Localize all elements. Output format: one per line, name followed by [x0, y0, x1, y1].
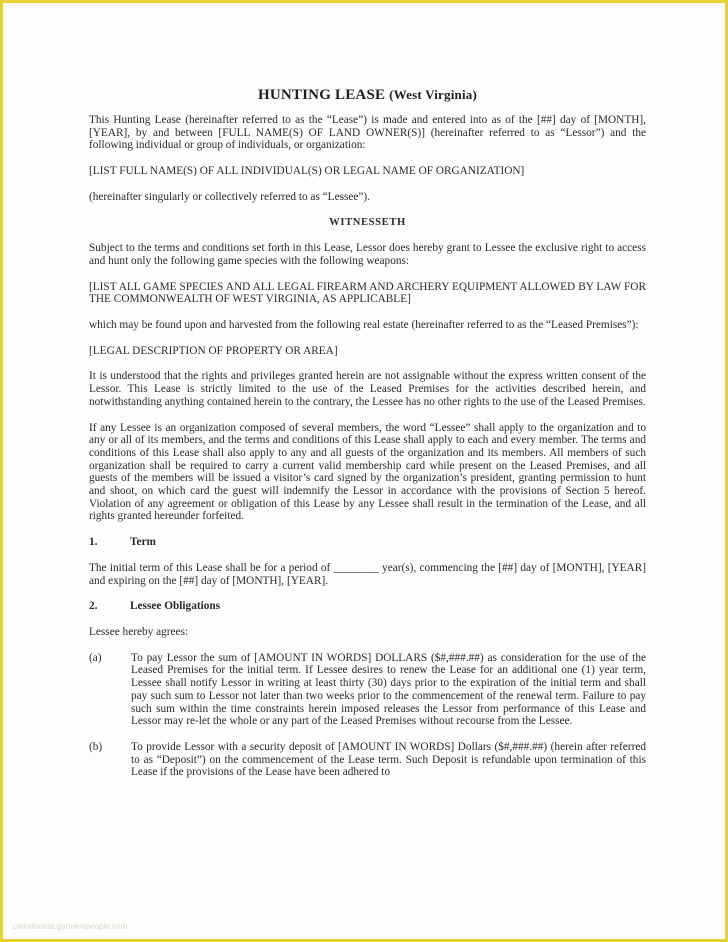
- section-2-heading: [89, 600, 646, 613]
- organization-paragraph: If any Lessee is an organization composed of several members, the word “Lessee” shall apply to the organization and to any or all of its members, and the terms and conditions of this Lease shall apply to each and every member. The terms and conditions of this Lease shall also apply to any and all guests of the organization and its members. All members of such organization shall be required to carry a current valid membership card while present on the Leased Premises, and all guests of the members will be issued a visitor’s card signed by the organization’s president, granting permission to hunt and shoot, on which card the guest will indemnify the Lessor in accordance with the provisions of Section 5 hereof. Violation of any agreement or obligation of this Lease by any Lessee shall result in the termination of the Lease, and all rights granted hereunder forfeited.: [89, 421, 646, 523]
- section-1-heading: [89, 536, 646, 549]
- intro-paragraph: This Hunting Lease (hereinafter referred to as the “Lease”) is made and entered into as of the [##] day of [MONTH], [YEAR], by and between [FULL NAME(S) OF LAND OWNER(S)] (hereinafter referred to as “Lessor”) and the following individual or group of individuals, or organization:: [89, 114, 646, 152]
- section-number: 2.: [89, 600, 98, 613]
- grant-paragraph: Subject to the terms and conditions set forth in this Lease, Lessor does hereby grant to Lessee the exclusive right to access and hunt only the following game species with the following weapons:: [89, 242, 646, 267]
- title-main: HUNTING LEASE: [257, 87, 386, 103]
- document-body: [89, 86, 646, 792]
- list-item-b: [89, 741, 646, 779]
- item-text: To provide Lessor with a security deposit of [AMOUNT IN WORDS] Dollars ($#,###.##) (herein after referred to as “Deposit”) on the commencement of the Lease term. Such Deposit is refundable upon termination of this Lease if the provisions of the Lease have been adhered to: [131, 740, 646, 779]
- section-title: Lessee Obligations: [130, 600, 221, 613]
- real-estate-paragraph: which may be found upon and harvested from the following real estate (hereinafter referred to as the “Leased Premises”):: [89, 319, 639, 332]
- document-title: [89, 86, 646, 104]
- legal-description-placeholder: [LEGAL DESCRIPTION OF PROPERTY OR AREA]: [89, 344, 338, 357]
- list-item-a: [89, 652, 646, 728]
- item-label: (b): [89, 740, 103, 753]
- section-title: Term: [130, 536, 156, 549]
- lessee-placeholder: [LIST FULL NAME(S) OF ALL INDIVIDUAL(S) OR LEGAL NAME OF ORGANIZATION]: [89, 165, 525, 178]
- document-page: [3, 3, 725, 939]
- item-label: (a): [89, 651, 102, 664]
- term-paragraph: The initial term of this Lease shall be for a period of ________ year(s), commencing the [##] day of [MONTH], [YEAR] and expiring on the [##] day of [MONTH], [YEAR].: [89, 561, 646, 587]
- species-placeholder: [LIST ALL GAME SPECIES AND ALL LEGAL FIREARM AND ARCHERY EQUIPMENT ALLOWED BY LAW FOR THE COMMONWEALTH OF WEST VIRGINIA, AS APPLICABLE]: [89, 280, 646, 306]
- understood-paragraph: It is understood that the rights and privileges granted herein are not assignable without the express written consent of the Lessor. This Lease is strictly limited to the use of the Leased Premises for the activities described herein, and notwithstanding anything contained herein to the contrary, the Lessee has no other rights to the use of the Leased Premises.: [89, 370, 646, 408]
- lessee-definition: (hereinafter singularly or collectively referred to as “Lessee”).: [89, 190, 371, 203]
- section-number: 1.: [89, 536, 98, 549]
- agrees-paragraph: Lessee hereby agrees:: [89, 625, 189, 638]
- watermark: cielodorada.garmentpeople.com: [13, 922, 128, 931]
- item-text: To pay Lessor the sum of [AMOUNT IN WORDS] DOLLARS ($#,###.##) as consideration for the use of the Leased Premises for the initial term. If Lessee desires to renew the Lease for an additional one (1) year term, Lessee shall notify Lessor in writing at least thirty (30) days prior to the expiration of the initial term and shall pay such sum to Lessor not later than two weeks prior to the commencement of the renewal term. Failure to pay such sum within the time constraints herein imposed releases the Lessor from performance of this Lease and Lessor may re-let the whole or any part of the Leased Premises without recourse from the Lessee.: [131, 651, 646, 728]
- title-sub: (West Virginia): [389, 87, 478, 102]
- witnesseth-heading: WITNESSETH: [329, 216, 406, 228]
